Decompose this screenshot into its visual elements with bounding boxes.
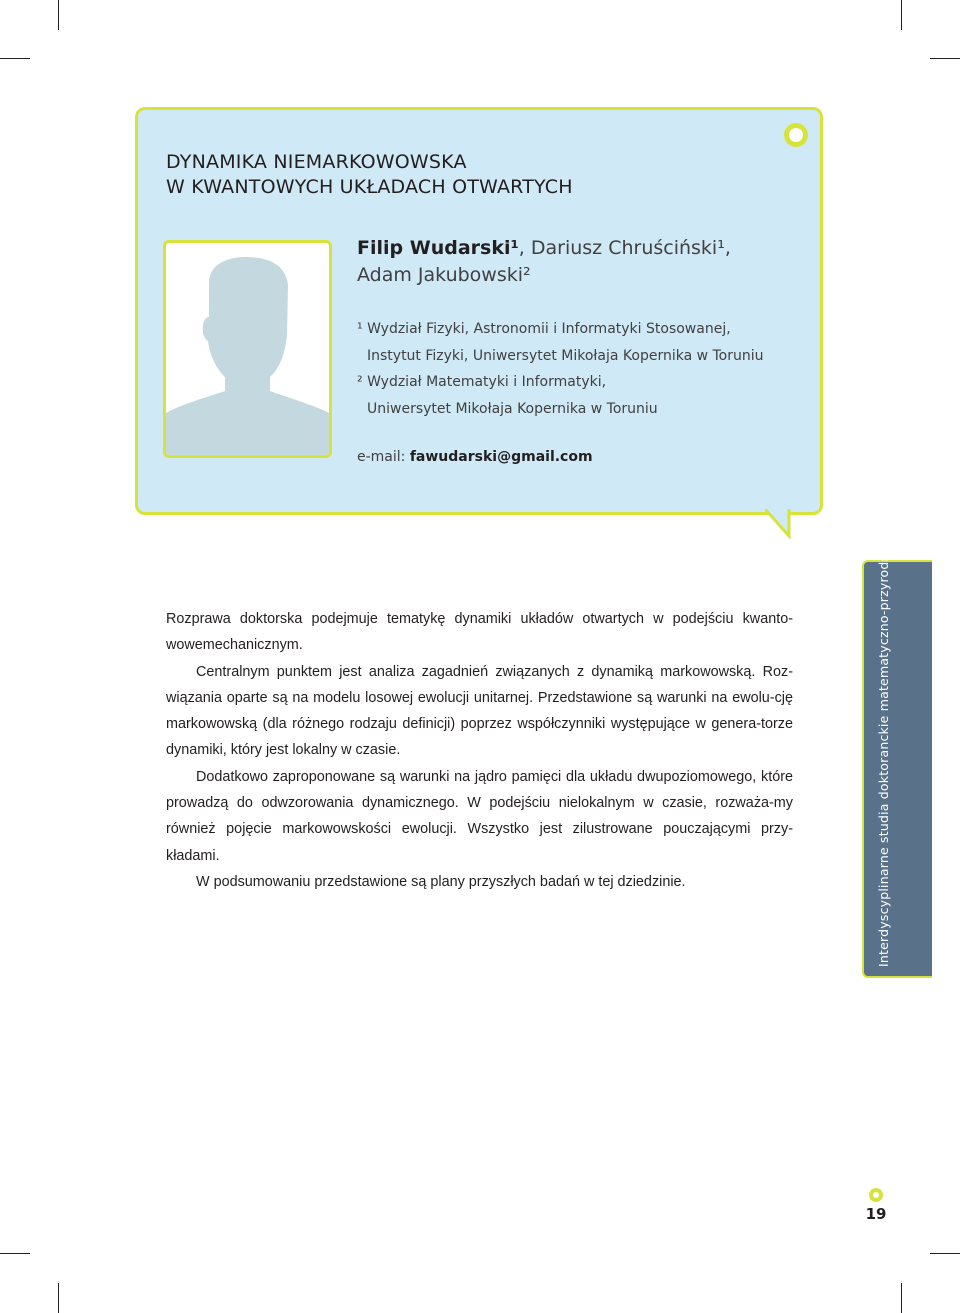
email-line bbox=[357, 449, 593, 465]
affiliation-line: Uniwersytet Mikołaja Kopernika w Toruniu bbox=[367, 400, 658, 417]
paragraph: W podsumowaniu przedstawione są plany przyszłych badań w tej dziedzinie. bbox=[196, 873, 686, 890]
paragraph: Dodatkowo zaproponowane są warunki na jądro pamięci dla układu dwupoziomowego, które prowadzą do odwzorowania dynamicznego. W podejściu nielokalnym w czasie, rozważa-my również pojęcie markowowskości ewolucji. Wszystko jest zilustrowane pouczającymi przy-kładami. bbox=[166, 768, 793, 864]
crop-mark bbox=[0, 58, 30, 59]
paragraph: Rozprawa doktorska podejmuje tematykę dynamiki układów otwartych w podejściu kwanto-wowemechanicznym. bbox=[166, 611, 793, 654]
affiliation-line: ¹ Wydział Fizyki, Astronomii i Informatyki Stosowanej, bbox=[357, 321, 731, 337]
abstract-body bbox=[166, 606, 793, 895]
paragraph: Centralnym punktem jest analiza zagadnień związanych z dynamiką markowowską. Roz-wiązania oparte są na modelu losowej ewolucji unitarnej. Przedstawione są warunki na ewolu-cję markowowską (dla różnego rodzaju definicji) poprzez współczynniki występujące w genera-torze dynamiki, który jest lokalny w czasie. bbox=[166, 663, 793, 759]
bubble-tail bbox=[765, 509, 795, 539]
side-tab bbox=[862, 560, 932, 978]
crop-mark bbox=[0, 1253, 30, 1254]
author-coauthors: , Dariusz Chruściński¹, bbox=[518, 237, 731, 259]
author-primary: Filip Wudarski¹ bbox=[357, 237, 519, 259]
author-photo bbox=[163, 240, 332, 458]
crop-mark bbox=[930, 1253, 960, 1254]
affiliation-line: Instytut Fizyki, Uniwersytet Mikołaja Kopernika w Toruniu bbox=[367, 347, 764, 364]
decorative-dot-icon bbox=[784, 123, 808, 147]
crop-mark bbox=[930, 58, 960, 59]
person-silhouette-icon bbox=[166, 243, 329, 455]
side-tab-label: Interdyscyplinarne studia doktoranckie matematyczno-przyrodnicze bbox=[876, 527, 891, 967]
page-number: 19 bbox=[865, 1205, 887, 1223]
author-line-2: Adam Jakubowski² bbox=[357, 264, 531, 286]
title-line-1: DYNAMIKA NIEMARKOWOWSKA bbox=[166, 151, 467, 173]
email-address[interactable]: fawudarski@gmail.com bbox=[409, 449, 593, 465]
author-list bbox=[357, 235, 731, 289]
article-title bbox=[166, 150, 573, 200]
page-dot-icon bbox=[869, 1188, 883, 1202]
title-line-2: W KWANTOWYCH UKŁADACH OTWARTYCH bbox=[166, 176, 573, 198]
email-label: e-mail: bbox=[357, 449, 410, 465]
crop-mark bbox=[901, 0, 902, 30]
crop-mark bbox=[58, 0, 59, 30]
affiliation-line: ² Wydział Matematyki i Informatyki, bbox=[357, 374, 607, 390]
crop-mark bbox=[901, 1283, 902, 1313]
affiliations bbox=[357, 316, 764, 422]
crop-mark bbox=[58, 1283, 59, 1313]
